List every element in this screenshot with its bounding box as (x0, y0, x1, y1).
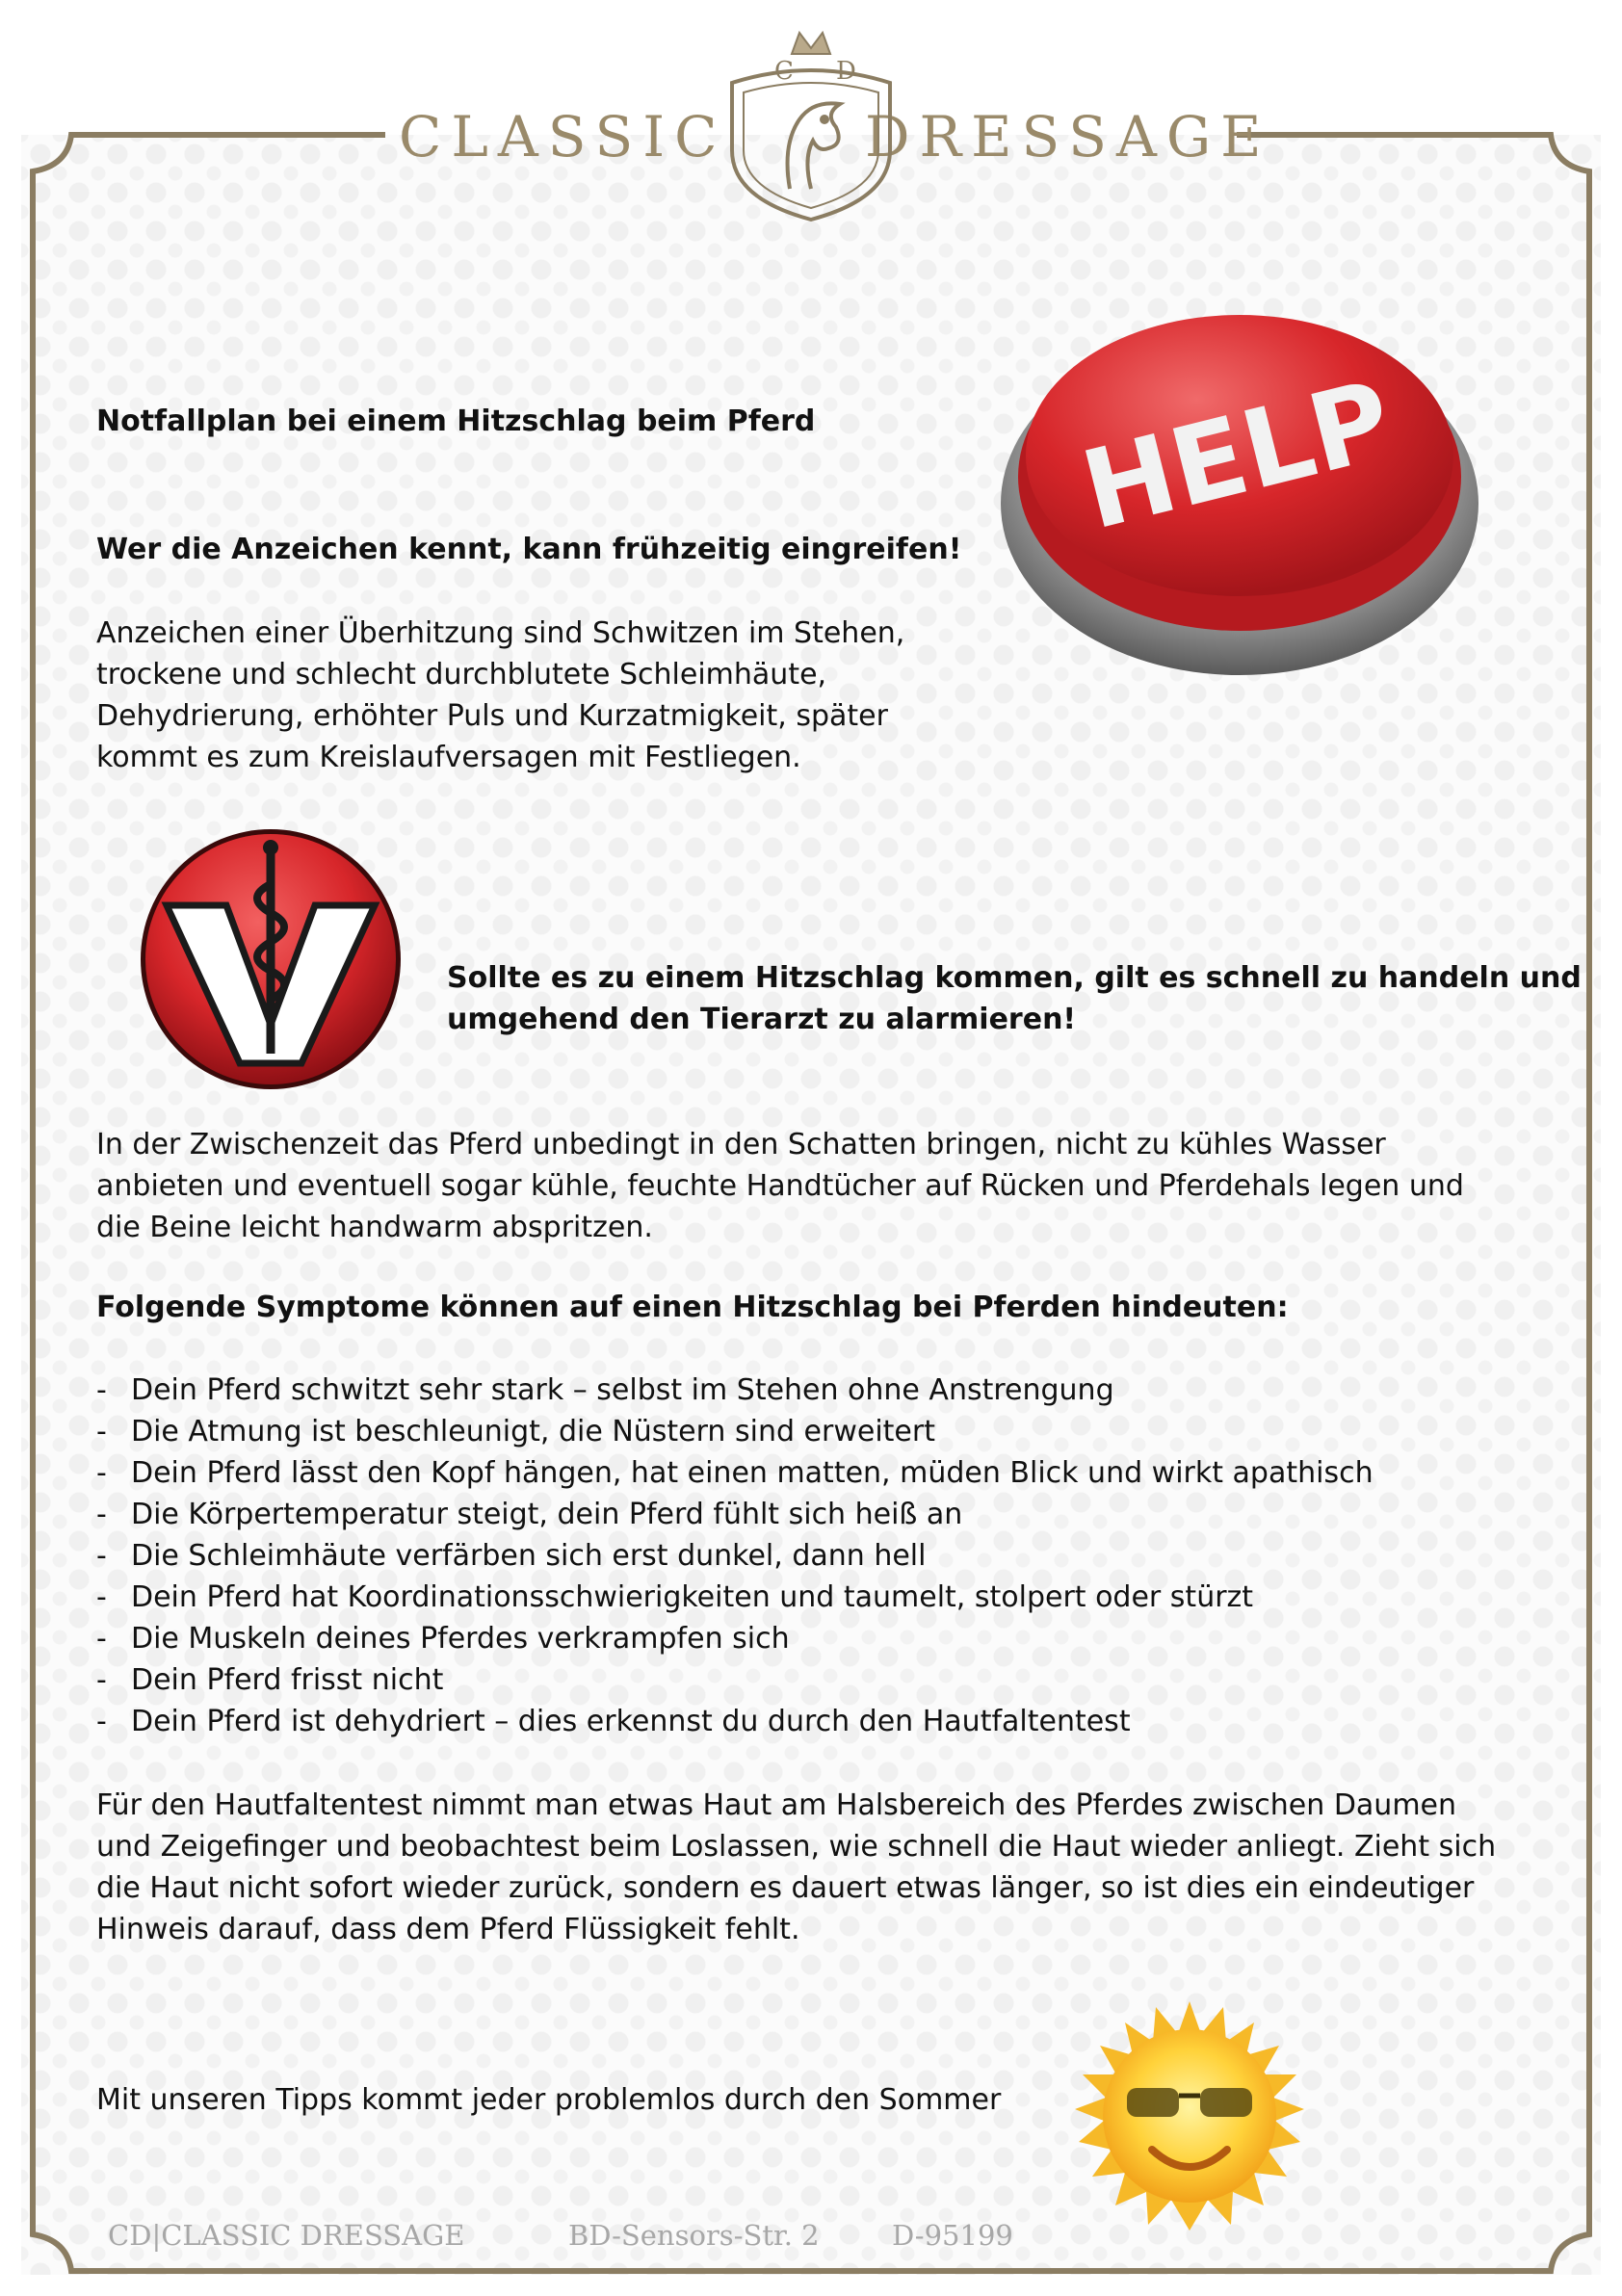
closing-line: Mit unseren Tipps kommt jeder problemlos durch den Sommer (96, 2083, 1002, 2117)
interim-line: In der Zwischenzeit das Pferd unbedingt in den Schatten bringen, nicht zu kühles Wasser (96, 1128, 1386, 1161)
brand-word-classic: CLASSIC (399, 104, 727, 170)
list-dash: - (96, 1373, 107, 1407)
footer-company: CD|CLASSIC DRESSAGE (108, 2219, 465, 2252)
crest-letter-d: D (836, 57, 856, 86)
crest-letter-c: C (774, 57, 794, 86)
skin-test-line: Hinweis darauf, dass dem Pferd Flüssigkeit fehlt. (96, 1913, 800, 1946)
horse-crest-logo (699, 19, 923, 231)
list-item-text: Dein Pferd frisst nicht (131, 1663, 444, 1697)
list-dash: - (96, 1622, 107, 1656)
interim-line: anbieten und eventuell sogar kühle, feuchte Handtücher auf Rücken und Pferdehals legen und (96, 1169, 1464, 1203)
skin-test-line: und Zeigefinger und beobachtest beim Loslassen, wie schnell die Haut wieder anliegt. Zieht sich (96, 1830, 1497, 1864)
list-item (96, 1618, 1373, 1659)
alert-paragraph (447, 957, 1582, 1040)
list-item (96, 1452, 1373, 1494)
list-item-text: Dein Pferd lässt den Kopf hängen, hat einen matten, müden Blick und wirkt apathisch (131, 1456, 1373, 1490)
symptoms-list (96, 1370, 1373, 1742)
list-item (96, 1494, 1373, 1535)
signs-paragraph (96, 613, 904, 778)
list-item-text: Dein Pferd ist dehydriert – dies erkennst du durch den Hautfaltentest (131, 1705, 1131, 1738)
list-dash: - (96, 1415, 107, 1448)
skin-test-paragraph (96, 1785, 1496, 1950)
list-item-text: Die Körpertemperatur steigt, dein Pferd fühlt sich heiß an (131, 1498, 963, 1531)
help-button-image (996, 311, 1483, 681)
list-item-text: Dein Pferd schwitzt sehr stark – selbst im Stehen ohne Anstrengung (131, 1373, 1114, 1407)
list-item-text: Die Muskeln deines Pferdes verkrampfen sich (131, 1622, 790, 1656)
skin-test-line: Für den Hautfaltentest nimmt man etwas Haut am Halsbereich des Pferdes zwischen Daumen (96, 1788, 1457, 1822)
signs-line: Dehydrierung, erhöhter Puls und Kurzatmigkeit, später (96, 699, 888, 733)
signs-line: trockene und schlecht durchblutete Schleimhäute, (96, 658, 827, 691)
page-title: Notfallplan bei einem Hitzschlag beim Pferd (96, 404, 816, 438)
list-dash: - (96, 1663, 107, 1697)
list-dash: - (96, 1456, 107, 1490)
signs-line: kommt es zum Kreislaufversagen mit Festliegen. (96, 741, 801, 774)
list-item (96, 1577, 1373, 1618)
list-item (96, 1411, 1373, 1452)
list-dash: - (96, 1705, 107, 1738)
skin-test-line: die Haut nicht sofort wieder zurück, sondern es dauert etwas länger, so ist dies ein eindeutiger (96, 1871, 1475, 1905)
list-item-text: Die Schleimhäute verfärben sich erst dunkel, dann hell (131, 1539, 927, 1573)
subheadline: Wer die Anzeichen kennt, kann frühzeitig eingreifen! (96, 533, 962, 566)
brand-word-dressage: DRESSAGE (865, 104, 1271, 170)
list-item-text: Die Atmung ist beschleunigt, die Nüstern sind erweitert (131, 1415, 935, 1448)
interim-line: die Beine leicht handwarm abspritzen. (96, 1211, 653, 1244)
list-item (96, 1370, 1373, 1411)
list-item (96, 1701, 1373, 1742)
help-button-label: HELP (1070, 357, 1404, 555)
list-dash: - (96, 1580, 107, 1614)
footer-postal: D-95199 (892, 2219, 1013, 2252)
list-item (96, 1535, 1373, 1577)
interim-paragraph (96, 1124, 1464, 1248)
list-item-text: Dein Pferd hat Koordinationsschwierigkeiten und taumelt, stolpert oder stürzt (131, 1580, 1254, 1614)
list-dash: - (96, 1498, 107, 1531)
veterinary-v-emblem-icon (138, 826, 404, 1092)
list-item (96, 1659, 1373, 1701)
sun-with-sunglasses-icon (1069, 1996, 1310, 2236)
alert-line: umgehend den Tierarzt zu alarmieren! (447, 1003, 1077, 1036)
alert-line: Sollte es zu einem Hitzschlag kommen, gilt es schnell zu handeln und (447, 961, 1582, 995)
list-dash: - (96, 1539, 107, 1573)
symptoms-heading: Folgende Symptome können auf einen Hitzschlag bei Pferden hindeuten: (96, 1291, 1289, 1324)
footer-street: BD-Sensors-Str. 2 (568, 2219, 820, 2252)
signs-line: Anzeichen einer Überhitzung sind Schwitzen im Stehen, (96, 616, 905, 650)
